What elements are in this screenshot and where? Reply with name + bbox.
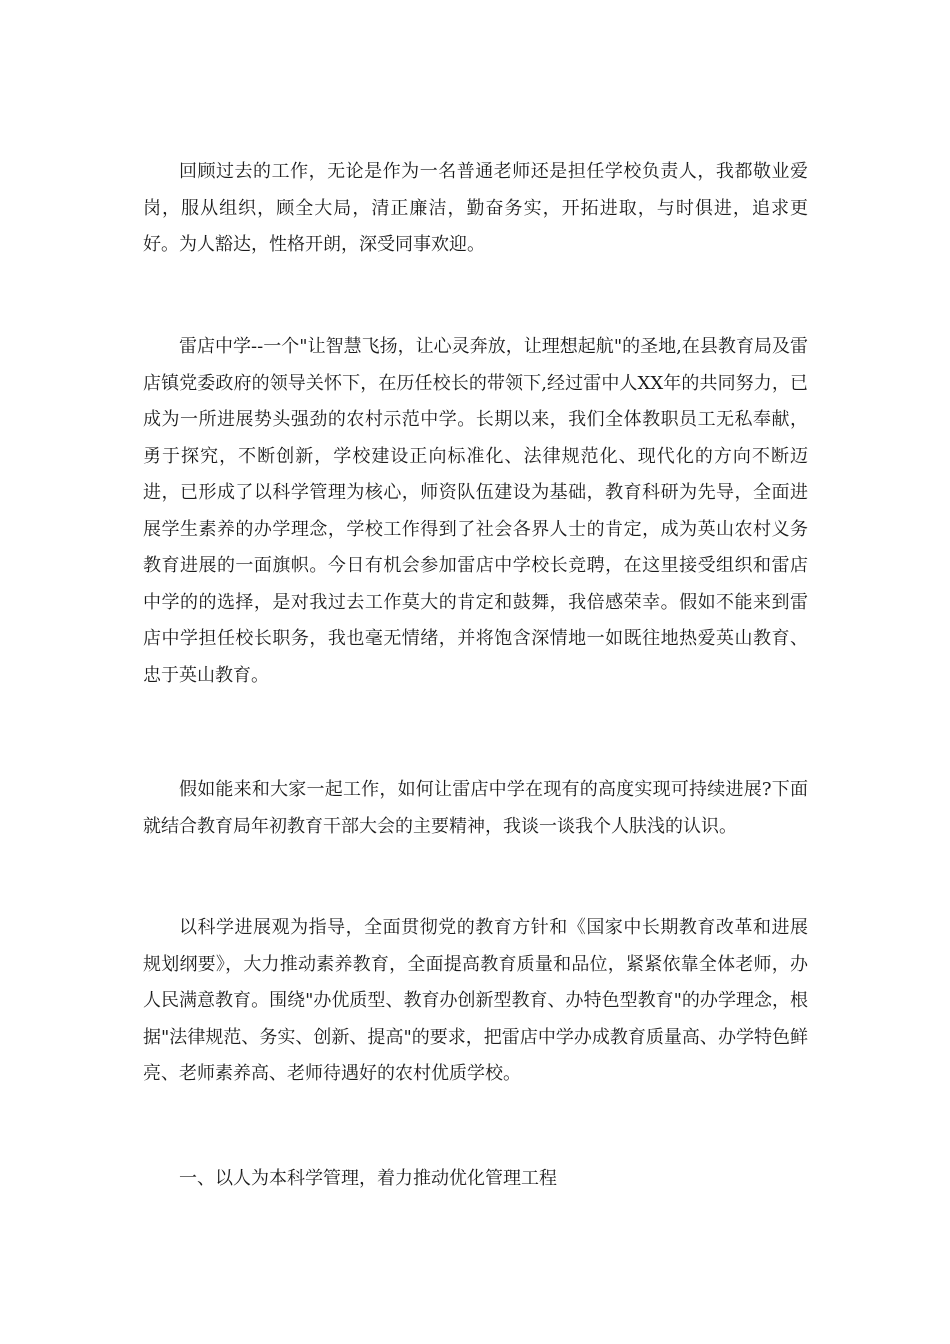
paragraph-review: 回顾过去的工作，无论是作为一名普通老师还是担任学校负责人，我都敬业爱岗，服从组织，顾全大局，清正廉洁，勤奋务实，开拓进取，与时俱进，追求更好。为人豁达，性格开朗，深受同事欢迎。 — [143, 161, 808, 255]
paragraph-school-intro: 雷店中学--一个"让智慧飞扬，让心灵奔放，让理想起航"的圣地,在县教育局及雷店镇党委政府的领导关怀下，在历任校长的带领下,经过雷中人XX年的共同努力，已成为一所进展势头强劲的农村示范中学。长期以来，我们全体教职员工无私奉献，勇于探究，不断创新，学校建设正向标准化、法律规范化、现代化的方向不断迈进，已形成了以科学管理为核心，师资队伍建设为基础，教育科研为先导，全面进展学生素养的办学理念，学校工作得到了社会各界人士的肯定，成为英山农村义务教育进展的一面旗帜。今日有机会参加雷店中学校长竞聘，在这里接受组织和雷店中学的的选择，是对我过去工作莫大的肯定和鼓舞，我倍感荣幸。假如不能来到雷店中学担任校长职务，我也毫无情绪，并将饱含深情地一如既往地热爱英山教育、忠于英山教育。 — [143, 336, 808, 686]
paragraph-question: 假如能来和大家一起工作，如何让雷店中学在现有的高度实现可持续进展?下面就结合教育局年初教育干部大会的主要精神，我谈一谈我个人肤浅的认识。 — [143, 779, 808, 837]
section-heading: 一、以人为本科学管理，着力推动优化管理工程 — [179, 1168, 557, 1189]
paragraph-guiding-principle: 以科学进展观为指导，全面贯彻党的教育方针和《国家中长期教育改革和进展规划纲要》，大力推动素养教育，全面提高教育质量和品位，紧紧依靠全体老师，办人民满意教育。围绕"办优质型、教育办创新型教育、办特色型教育"的办学理念，根据"法律规范、务实、创新、提高"的要求，把雷店中学办成教育质量高、办学特色鲜亮、老师素养高、老师待遇好的农村优质学校。 — [143, 917, 808, 1084]
